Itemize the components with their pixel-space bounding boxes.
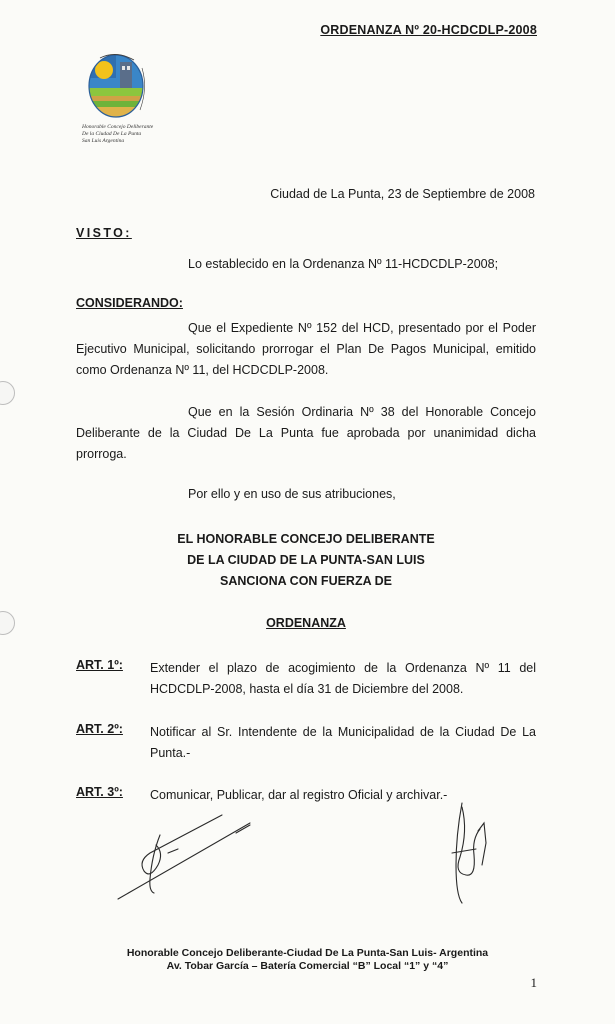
visto-text: Lo establecido en la Ordenanza Nº 11-HCDCDLP-2008; (188, 257, 499, 271)
considerando-heading: CONSIDERANDO: (76, 296, 183, 310)
punch-hole (0, 611, 15, 635)
ordinance-number: ORDENANZA Nº 20-HCDCDLP-2008 (320, 23, 537, 37)
signature-left (118, 815, 250, 899)
signature-right (452, 803, 486, 903)
article-label: ART. 2º: (76, 722, 123, 736)
article-text: Comunicar, Publicar, dar al registro Oficial y archivar.- (150, 788, 448, 802)
punch-hole (0, 381, 15, 405)
article-text: Extender el plazo de acogimiento de la Ordenanza Nº 11 del HCDCDLP-2008, hasta el día 31 de Diciembre del 2008. (150, 661, 536, 696)
footer-line: Honorable Concejo Deliberante-Ciudad De La Punta-San Luis- Argentina (126, 947, 489, 959)
council-line: DE LA CIUDAD DE LA PUNTA-SAN LUIS (187, 553, 425, 567)
article-text: Notificar al Sr. Intendente de la Municipalidad de la Ciudad De La Punta.- (150, 725, 536, 760)
council-line: EL HONORABLE CONCEJO DELIBERANTE (177, 532, 435, 546)
logo-caption-line: De la Ciudad De La Punta (82, 131, 142, 137)
council-logo (82, 48, 150, 120)
article-label: ART. 1º: (76, 658, 123, 672)
date-line: Ciudad de La Punta, 23 de Septiembre de 2008 (270, 187, 535, 201)
logo-caption (82, 124, 162, 145)
visto-heading: VISTO: (76, 226, 132, 240)
council-line: SANCIONA CON FUERZA DE (220, 574, 392, 588)
signatures (0, 795, 615, 925)
footer-line: Av. Tobar García – Batería Comercial “B” Local “1” y “4” (166, 960, 449, 972)
considerando-paragraph: Que el Expediente Nº 152 del HCD, presentado por el Poder Ejecutivo Municipal, solicitando prorrogar el Plan De Pagos Municipal, emitido como Ordenanza Nº 11, del HCDCDLP-2008. (76, 321, 536, 377)
ordinance-title: ORDENANZA (266, 616, 346, 630)
page-number: 1 (530, 975, 537, 990)
logo-caption-line: San Luis Argentina (82, 138, 125, 144)
article-label: ART. 3º: (76, 785, 123, 799)
considerando-paragraph: Que en la Sesión Ordinaria Nº 38 del Honorable Concejo Deliberante de la Ciudad De La Punta fue aprobada por unanimidad dicha prorroga. (76, 405, 536, 461)
considerando-paragraph: Por ello y en uso de sus atribuciones, (188, 487, 396, 501)
logo-caption-line: Honorable Concejo Deliberante (82, 124, 154, 130)
